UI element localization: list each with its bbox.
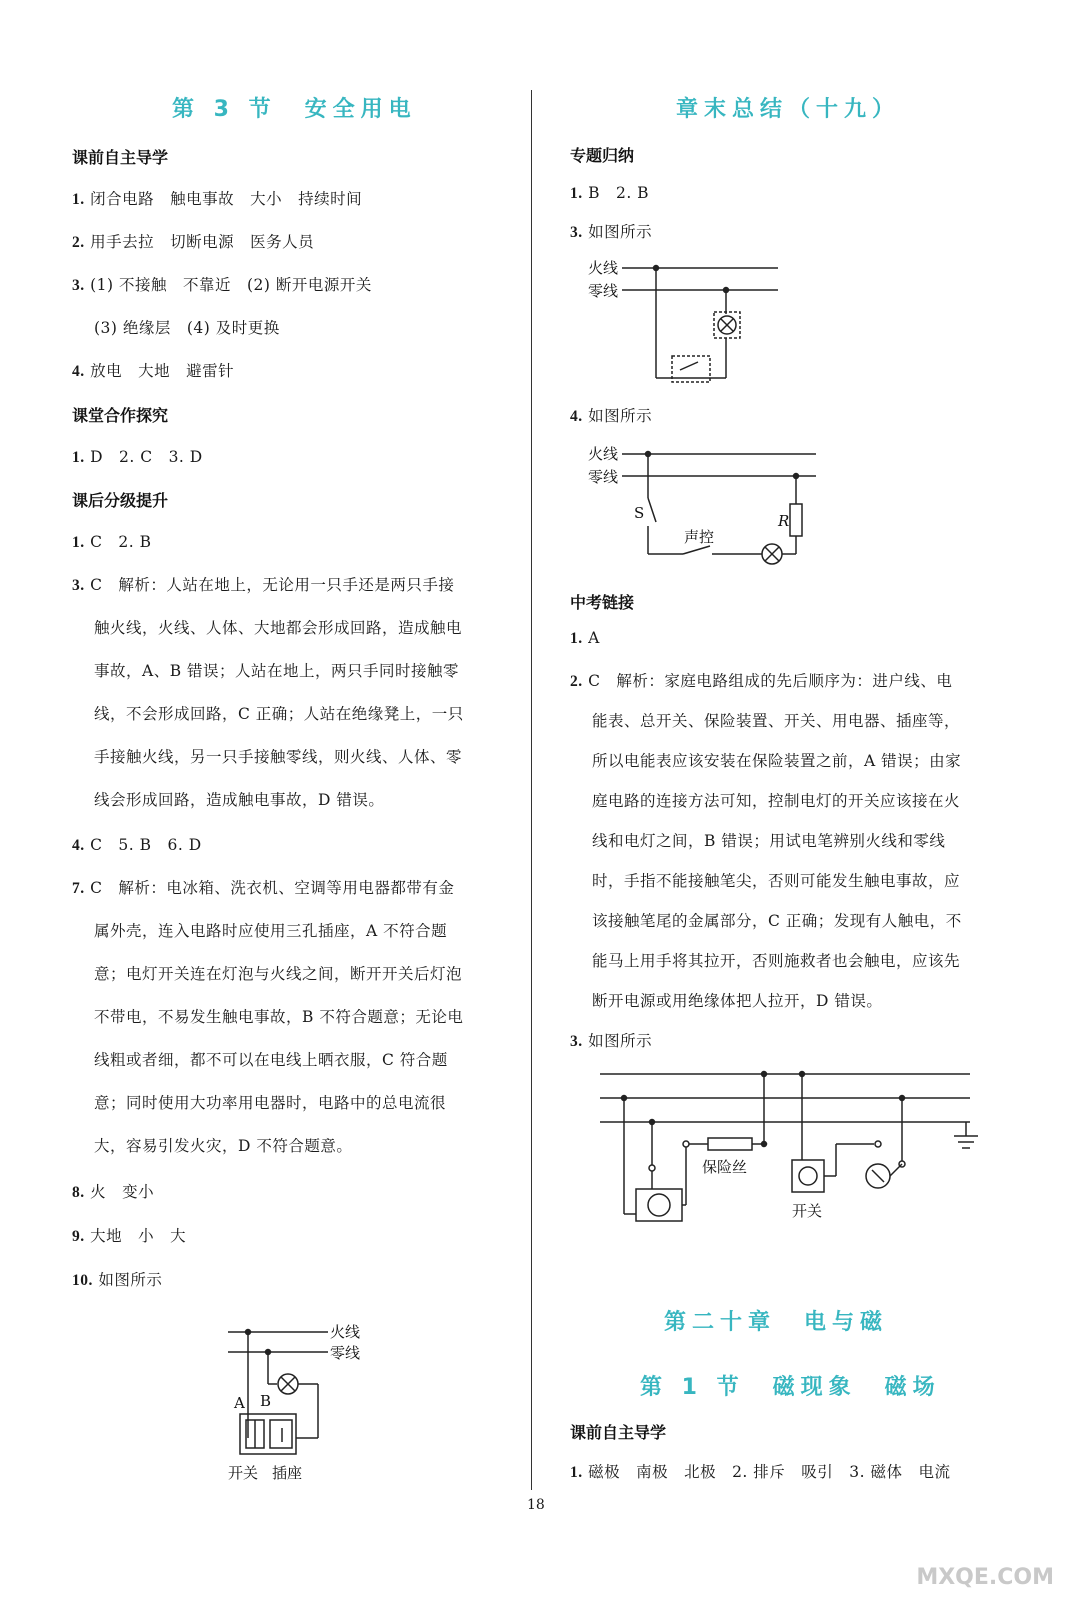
section-title-left: 第 3 节 安全用电 [172, 97, 417, 122]
answer-line: 庭电路的连接方法可知，控制电灯的开关应该接在火 [592, 792, 961, 810]
section-title-right: 章末总结（十九） [676, 97, 901, 122]
section-title-magnet: 第 1 节 磁现象 磁场 [640, 1375, 941, 1400]
answer-line: 1. 闭合电路 触电事故 大小 持续时间 [72, 190, 363, 208]
answer-line: 能表、总开关、保险装置、开关、用电器、插座等， [592, 712, 961, 730]
subhead-exam: 中考链接 [570, 593, 635, 612]
answer-line: 3. C 解析：人站在地上，无论用一只手还是两只手接 [72, 576, 455, 594]
answer-line: 能马上用手将其拉开，否则施救者也会触电，应该先 [592, 952, 961, 970]
answer-line: 大，容易引发火灾，D 不符合题意。 [94, 1137, 353, 1155]
label-r: R [778, 512, 790, 530]
answer-line: 时，手指不能接触笔尖，否则可能发生触电事故，应 [592, 872, 961, 890]
answer-line: 1. B 2. B [570, 184, 650, 202]
page-number: 18 [527, 1497, 545, 1513]
label-switch: 开关 [228, 1464, 259, 1482]
answer-line: 意；同时使用大功率用电器时，电路中的总电流很 [94, 1094, 447, 1112]
label-b: B [260, 1392, 272, 1410]
subhead-class: 课堂合作探究 [72, 406, 169, 425]
answer-line: 触火线，火线、人体、大地都会形成回路，造成触电 [94, 619, 463, 637]
label-fire-wire: 火线 [588, 445, 619, 463]
answer-line: 7. C 解析：电冰箱、洗衣机、空调等用电器都带有金 [72, 879, 455, 897]
label-voice-control: 声控 [684, 528, 715, 546]
answer-line: 9. 大地 小 大 [72, 1227, 187, 1245]
answer-line: 线会形成回路，造成触电事故，D 错误。 [94, 791, 385, 809]
watermark: MXQE.COM [916, 1565, 1054, 1590]
answer-line: 1. 磁极 南极 北极 2. 排斥 吸引 3. 磁体 电流 [570, 1463, 951, 1481]
answer-line: 事故，A、B 错误；人站在地上，两只手同时接触零 [94, 662, 460, 680]
label-zero-wire: 零线 [330, 1344, 361, 1362]
chapter-title: 第二十章 电与磁 [664, 1310, 889, 1335]
label-fuse: 保险丝 [702, 1158, 748, 1176]
label-socket: 插座 [272, 1464, 303, 1482]
circuit-diagram-4 [588, 442, 828, 572]
subhead-after: 课后分级提升 [72, 491, 169, 510]
answer-line: 10. 如图所示 [72, 1271, 163, 1289]
answer-line: 不带电，不易发生触电事故，B 不符合题意；无论电 [94, 1008, 464, 1026]
answer-line: 断开电源或用绝缘体把人拉开，D 错误。 [592, 992, 883, 1010]
answer-line: 3. 如图所示 [570, 223, 653, 241]
answer-line: 4. 放电 大地 避雷针 [72, 362, 235, 380]
answer-line: 该接触笔尾的金属部分，C 正确；发现有人触电，不 [592, 912, 962, 930]
answer-line: 3. 如图所示 [570, 1032, 653, 1050]
label-switch: 开关 [792, 1202, 823, 1220]
label-fire-wire: 火线 [588, 259, 619, 277]
answer-line: 4. C 5. B 6. D [72, 836, 202, 854]
answer-line: 属外壳，连入电路时应使用三孔插座，A 不符合题 [94, 922, 448, 940]
circuit-diagram-3 [588, 256, 788, 386]
answer-line: 3. (1) 不接触 不靠近 (2) 断开电源开关 [72, 276, 372, 294]
circuit-diagram-exam-3 [596, 1064, 986, 1229]
subhead-pre: 课前自主导学 [72, 148, 169, 167]
label-zero-wire: 零线 [588, 468, 619, 486]
answer-line: 手接触火线，另一只手接触零线，则火线、人体、零 [94, 748, 463, 766]
answer-line: 8. 火 变小 [72, 1183, 155, 1201]
subhead-pre-right: 课前自主导学 [570, 1423, 667, 1442]
circuit-diagram-10 [222, 1318, 372, 1483]
answer-line: 4. 如图所示 [570, 407, 653, 425]
label-fire-wire: 火线 [330, 1323, 361, 1341]
answer-line: 2. 用手去拉 切断电源 医务人员 [72, 233, 315, 251]
answer-line: (3) 绝缘层 (4) 及时更换 [94, 319, 280, 337]
answer-line: 意；电灯开关连在灯泡与火线之间，断开开关后灯泡 [94, 965, 463, 983]
subhead-topic: 专题归纳 [570, 146, 635, 165]
answer-line: 线和电灯之间，B 错误；用试电笔辨别火线和零线 [592, 832, 946, 850]
column-divider [531, 90, 532, 1490]
answer-line: 线，不会形成回路，C 正确；人站在绝缘凳上，一只 [94, 705, 464, 723]
answer-line: 1. C 2. B [72, 533, 152, 551]
answer-line: 1. D 2. C 3. D [72, 448, 203, 466]
answer-line: 1. A [570, 629, 600, 647]
answer-line: 2. C 解析：家庭电路组成的先后顺序为：进户线、电 [570, 672, 953, 690]
label-s: S [634, 504, 645, 522]
label-zero-wire: 零线 [588, 282, 619, 300]
answer-line: 所以电能表应该安装在保险装置之前，A 错误；由家 [592, 752, 962, 770]
answer-line: 线粗或者细，都不可以在电线上晒衣服，C 符合题 [94, 1051, 448, 1069]
label-a: A [234, 1394, 245, 1412]
